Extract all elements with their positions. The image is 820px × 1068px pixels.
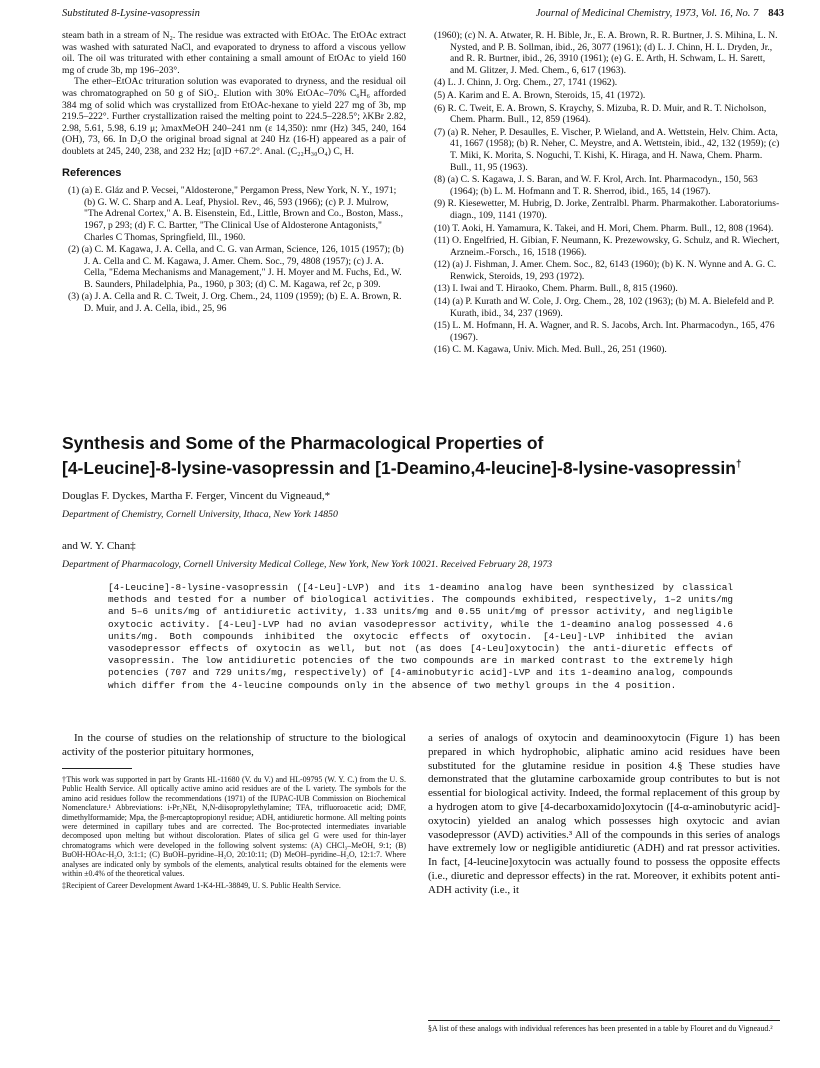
intro-paragraph: In the course of studies on the relationship of structure to the biological activity of the posterior pituitary hormones, bbox=[62, 732, 406, 758]
reference-entry: (6) R. C. Tweit, E. A. Brown, S. Kraychy, S. Mizuba, R. D. Muir, and R. T. Nicholson, Chem. Pharm. Bull., 12, 859 (1964). bbox=[434, 102, 767, 126]
references-heading: References bbox=[62, 166, 122, 179]
title-line-1: Synthesis and Some of the Pharmacological Properties of bbox=[62, 433, 544, 453]
title-line-2: [4-Leucine]-8-lysine-vasopressin and [1-Deamino,4-leucine]-8-lysine-vasopressin bbox=[62, 457, 736, 478]
body-left-column bbox=[62, 732, 406, 760]
reference-entry: (2) (a) C. M. Kagawa, J. A. Cella, and C. G. van Arman, Science, 126, 1015 (1957); (b) J. A. Cella and C. M. Kagawa, J. Amer. Chem. Soc., 79, 4808 (1957); (c) J. A. Cella, "Edema Mechanisms and Management," J. H. Moyer and M. Fuchs, Ed., W. B. Saunders, Philadelphia, Pa., 1960, p 303; (d) C. M. Kagawa, ref 2c, p 309. bbox=[68, 244, 404, 290]
body-right-column bbox=[428, 732, 780, 898]
footnote-divider-right bbox=[428, 1020, 780, 1021]
second-author: and W. Y. Chan‡ bbox=[62, 540, 136, 552]
reference-entry: (13) I. Iwai and T. Hiraoko, Chem. Pharm. Bull., 8, 815 (1960). bbox=[434, 283, 678, 295]
author-list: Douglas F. Dyckes, Martha F. Ferger, Vincent du Vigneaud,* bbox=[62, 490, 331, 502]
reference-entry: (4) L. J. Chinn, J. Org. Chem., 27, 1741 (1962). bbox=[434, 77, 618, 89]
references-list-right bbox=[428, 30, 780, 356]
experimental-paragraph-1: steam bath in a stream of N₂. The residue was extracted with EtOAc. The EtOAc extract was washed with saturated NaCl, and evaporated to dryness to afford a viscous yellow oil. The oil was triturated with ether containing a small amount of EtOAc to yield 160 mg of crude 3b, mp 196–203°. bbox=[62, 30, 406, 76]
running-header bbox=[62, 8, 784, 24]
reference-entry: (7) (a) R. Neher, P. Desaulles, E. Vischer, P. Wieland, and A. Wettstein, Helv. Chim. Acta, 41, 1667 (1958); (b) R. Neher, C. Meystre, and A. Wettstein, ibid., 42, 132 (1959); (c) T. Miki, K. Morita, S. Noguchi, T. Kishi, K. Hiraga, and H. Nawa, Chem. Pharm. Bull., 11, 95 (1963). bbox=[434, 126, 780, 173]
reference-entry: (16) C. M. Kagawa, Univ. Mich. Med. Bull., 26, 251 (1960). bbox=[434, 344, 667, 356]
footnote-dagger: †This work was supported in part by Grants HL-11680 (V. du V.) and HL-09795 (W. Y. C.) from the U. S. Public Health Service. All optically active amino acid residues are of the L variety. The symbols for the amino acid residues follow the recommendations (1971) of the IUPAC-IUB Commission on Biochemical Nomenclature.¹ Abbreviations: i-Pr₂NEt, N,N-diisopropylethylamine; TFA, trifluoroacetic acid; DMF, dimethylformamide; Mpa, the β-mercaptopropionyl residue; ADH, antidiuretic hormone. All melting points were determined in capillary tubes and are corrected. The Boc-protected intermediates invariable decomposed upon melting but without discoloration. Plates of silica gel G were used for thin-layer chromatograms which were developed in the following solvent systems: (A) CHCl₃–MeOH, 9:1; (B) BuOH-HOAc-H₂O, 3:1:1; (C) BuOH–pyridine–H₂O, 20:10:11; (D) MeOH–pyridine–H₂O, 12:1:7. Where analyses are indicated only by symbols of the elements, analytical results obtained for the elements were within ±0.4% of the theoretical values. bbox=[62, 775, 406, 879]
page-number: 843 bbox=[768, 8, 784, 19]
abstract: [4-Leucine]-8-lysine-vasopressin ([4-Leu]-LVP) and its 1-deamino analog have been synthesized by classical methods and tested for a number of biological activities. The compounds exhibited, respectively, 1–2 units/mg and 5–6 units/mg of antidiuretic activity, 1.33 units/mg and 0.55 unit/mg of pressor activity, and negligible oxytocic activity. [4-Leu]-LVP had no avian vasodepressor activity, while the 1-deamino analog possessed 4.6 units/mg. Both compounds inhibited the oxytocic effects of oxytocin. [4-Leu]-LVP inhibited the avian vasodepressor effects of oxytocin as well, but not (as does [4-Leu]oxytocin) the anti-diuretic effects of vasopressin. The low antidiuretic potencies of the two compounds are in marked contrast to the extremely high potencies (707 and 729 units/mg, respectively) of [4-aminobutyric acid]-LVP and its 1-deamino analog, compounds which differ from the 4-leucine compounds only in the absence of two methyl groups in the 4 position. bbox=[108, 582, 733, 691]
reference-entry: (9) R. Kiesewetter, M. Hubrig, D. Jorke, Zentralbl. Pharm. Pharmakother. Laboratoriums-diagn., 109, 1141 (1970). bbox=[434, 198, 780, 221]
footnotes-left bbox=[62, 775, 406, 891]
left-column-top bbox=[62, 30, 406, 316]
reference-entry: (3) (a) J. A. Cella and R. C. Tweit, J. Org. Chem., 24, 1109 (1959); (b) E. A. Brown, R. D. Muir, and J. A. Cella, ibid., 25, 96 bbox=[68, 291, 402, 315]
reference-entry: (10) T. Aoki, H. Yamamura, K. Takei, and H. Mori, Chem. Pharm. Bull., 12, 808 (1964). bbox=[434, 222, 774, 234]
footnotes-right bbox=[428, 1024, 780, 1033]
reference-entry: (15) L. M. Hofmann, H. A. Wagner, and R. S. Jacobs, Arch. Int. Pharmacodyn., 165, 476 (1967). bbox=[434, 320, 775, 343]
right-column-top bbox=[428, 30, 780, 357]
footnote-double-dagger: ‡Recipient of Career Development Award 1-K4-HL-38849, U. S. Public Health Service. bbox=[62, 881, 341, 891]
footnote-section: §A list of these analogs with individual references has been presented in a table by Flouret and du Vigneaud.² bbox=[428, 1024, 773, 1033]
article-title bbox=[62, 432, 784, 479]
journal-citation bbox=[536, 8, 784, 19]
reference-entry: (1) (a) E. Gláz and P. Vecsei, "Aldosterone," Pergamon Press, New York, N. Y., 1971; (b) G. W. C. Sharp and A. Leaf, Physiol. Rev., 46, 593 (1966); (c) P. J. Mulrow, "The Adrenal Cortex," A. B. Eisenstein, Ed., Little, Brown and Co., Boston, Mass., 1967, p 293; (d) F. C. Bartter, "The Clinical Use of Aldosterone Antagonists," Charles C Thomas, Springfield, Ill., 1960. bbox=[68, 185, 404, 243]
footnote-divider-left bbox=[62, 768, 132, 769]
journal-name: Journal of Medicinal Chemistry, 1973, Vol. 16, No. 7 bbox=[535, 8, 759, 19]
running-title: Substituted 8-Lysine-vasopressin bbox=[62, 8, 200, 19]
references-list-left bbox=[62, 185, 406, 315]
reference-entry: (5) A. Karim and E. A. Brown, Steroids, 15, 41 (1972). bbox=[434, 89, 646, 101]
experimental-paragraph-2: The ether–EtOAc trituration solution was evaporated to dryness, and the residual oil was chromatographed on 50 g of SiO₂. Elution with 30% EtOAc–70% C₆H₆ afforded 384 mg of solid which was crystallized from EtOAc-hexane to yield 227 mg of 3b, mp 219.5–222°. Further crystallization raised the melting point to 224.5–228.5°; λKBr 2.82, 2.98, 5.61, 5.98, 6.19 μ; λmaxMeOH 240–241 nm (ε 14,350): nmr (Hz) 345, 240, 164 (OH), 73, 66. In D₂O the original broad signal at 240 Hz (16-H) appeared as a pair of doublets at 245, 240, 238, and 232 Hz; [α]D +67.2°. Anal. (C₂₂H₃₀O₄) C, H. bbox=[62, 76, 406, 157]
reference-entry: (1960); (c) N. A. Atwater, R. H. Bible, Jr., E. A. Brown, R. R. Burtner, J. S. Mihina, L. N. Nysted, and P. B. Sollman, ibid., 26, 3077 (1961); (d) L. J. Chinn, H. L. Dryden, Jr., and R. R. Burtner, ibid., 26, 3910 (1961); (e) G. E. Arth, H. Schwam, L. H. Sarett, and M. Glitzer, J. Med. Chem., 6, 617 (1963). bbox=[434, 30, 778, 76]
affiliation-pharmacology: Department of Pharmacology, Cornell University Medical College, New York, New York 10021. Received February 28, 1973 bbox=[62, 559, 553, 570]
reference-entry: (12) (a) J. Fishman, J. Amer. Chem. Soc., 82, 6143 (1960); (b) K. N. Wynne and A. G. C. Renwick, Steroids, 19, 293 (1972). bbox=[434, 259, 777, 282]
reference-entry: (11) O. Engelfried, H. Gibian, F. Neumann, K. Prezewowsky, G. Schulz, and R. Wiechert, Arzneim.-Forsch., 16, 1518 (1966). bbox=[434, 235, 780, 258]
affiliation-chemistry: Department of Chemistry, Cornell University, Ithaca, New York 14850 bbox=[62, 509, 338, 520]
title-footnote-mark: † bbox=[735, 459, 742, 470]
reference-entry: (14) (a) P. Kurath and W. Cole, J. Org. Chem., 28, 102 (1963); (b) M. A. Bielefeld and P. Kurath, ibid., 34, 237 (1969). bbox=[434, 296, 775, 319]
intro-paragraph-continued: a series of analogs of oxytocin and deaminooxytocin (Figure 1) has been prepared in which hydrophobic, aliphatic amino acid residues have been substituted for the glutamine residue in position 4.§ These studies have demonstrated that the glutamine carboxamide group contributes to but is not essential for biological activity. Indeed, the formal replacement of this group by a hydrogen atom to give [4-decarboxamido]oxytocin ([4-α-aminobutyric acid]-oxytocin) yielded an analog which possesses high oxytocic and avian vasodepressor (AVD) activities.³ All of the compounds in this series of analogs have extremely low or negligible antidiuretic (ADH) and rat pressor activities. In fact, [4-leucine]oxytocin was actually found to possess the opposite effects (i.e., diuretic and depressor effects) in the rat. Moreover, it exhibits potent anti-ADH activity (i.e., it bbox=[428, 732, 780, 896]
reference-entry: (8) (a) C. S. Kagawa, J. S. Baran, and W. F. Krol, Arch. Int. Pharmacodyn., 150, 563 (1964); (b) L. M. Hofmann and T. R. Sherrod, ibid., 165, 14 (1967). bbox=[434, 174, 758, 197]
